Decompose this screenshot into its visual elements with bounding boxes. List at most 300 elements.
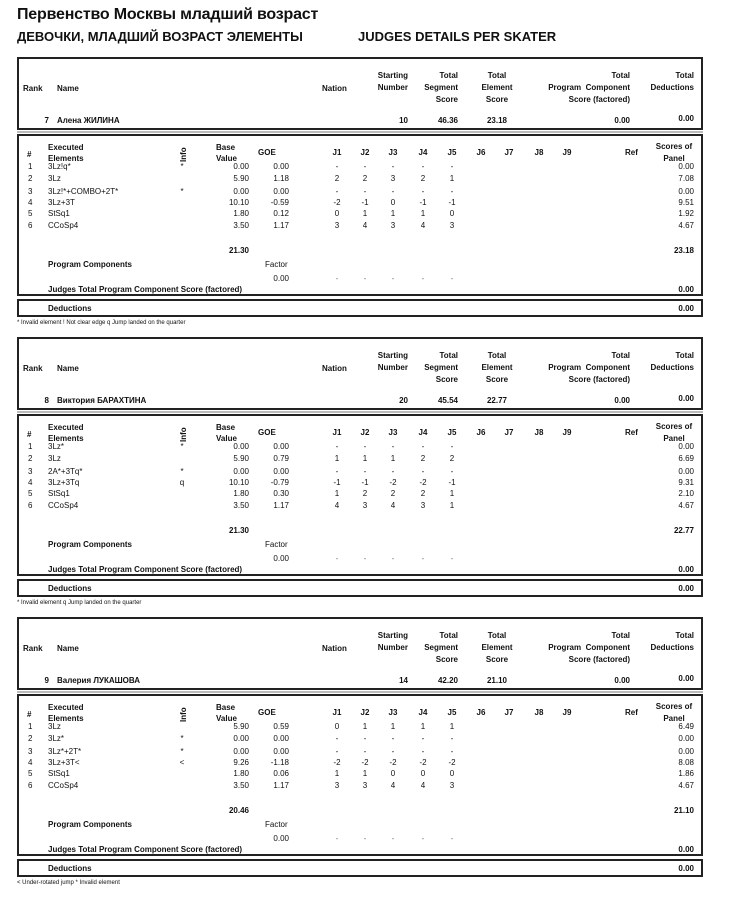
name-header: Name <box>57 364 79 373</box>
executed-elements-header-1: Executed <box>48 423 84 432</box>
element-number: 2 <box>28 454 33 463</box>
segment-score-header-1: Total <box>439 71 458 80</box>
judge-score-j4: -2 <box>419 478 427 487</box>
element-panel-score: 9.51 <box>678 198 694 207</box>
judge-score-j4: - <box>421 734 425 743</box>
name-header: Name <box>57 84 79 93</box>
judge-score-j5: 3 <box>449 781 455 790</box>
judge-header-j5: J5 <box>447 148 457 157</box>
base-value-total: 21.30 <box>228 526 249 535</box>
element-goe: 0.00 <box>273 442 289 451</box>
deductions-label: Deductions <box>48 864 92 873</box>
element-name: StSq1 <box>48 209 70 218</box>
element-info: * <box>180 747 184 756</box>
judge-header-j8: J8 <box>534 428 544 437</box>
element-number: 4 <box>28 198 33 207</box>
segment-score-header-2: Segment <box>424 83 458 92</box>
judge-header-j2: J2 <box>360 148 370 157</box>
separator-line <box>17 411 703 413</box>
element-goe: 0.30 <box>273 489 289 498</box>
judge-header-j3: J3 <box>388 708 398 717</box>
nation-header: Nation <box>322 644 347 653</box>
skater-starting-number: 20 <box>399 396 408 405</box>
element-info: * <box>180 467 184 476</box>
judge-header-j8: J8 <box>534 148 544 157</box>
pc-judge-score-j3: - <box>391 834 395 843</box>
judge-score-j2: -1 <box>361 478 369 487</box>
element-base-value: 0.00 <box>233 467 249 476</box>
judges-total-pcs-value: 0.00 <box>678 565 694 574</box>
starting-number-header-2: Number <box>377 643 408 652</box>
judge-score-j1: 0 <box>334 209 340 218</box>
judge-score-j4: 1 <box>420 209 426 218</box>
element-base-value: 5.90 <box>233 722 249 731</box>
judge-score-j2: -1 <box>361 198 369 207</box>
starting-number-header-2: Number <box>377 363 408 372</box>
element-goe: 0.00 <box>273 162 289 171</box>
element-name: CCoSp4 <box>48 221 79 230</box>
deductions-label: Deductions <box>48 304 92 313</box>
judge-score-j4: 2 <box>420 489 426 498</box>
judge-header-j1: J1 <box>332 708 342 717</box>
ref-header: Ref <box>625 428 638 437</box>
judge-score-j3: -2 <box>389 758 397 767</box>
judge-score-j1: 3 <box>334 781 340 790</box>
judge-score-j3: 0 <box>390 769 396 778</box>
element-number: 1 <box>28 162 33 171</box>
base-value-header-1: Base <box>216 703 236 712</box>
judge-header-j5: J5 <box>447 708 457 717</box>
element-name: 3Lz <box>48 174 61 183</box>
starting-number-header-1: Starting <box>377 71 408 80</box>
executed-elements-header-1: Executed <box>48 703 84 712</box>
judge-score-j1: - <box>335 467 339 476</box>
pcs-header-3: Score (factored) <box>568 375 630 384</box>
judge-score-j2: -2 <box>361 758 369 767</box>
element-goe: -0.59 <box>270 198 289 207</box>
pc-factor-value: 0.00 <box>273 274 289 283</box>
skater-total-deductions: 0.00 <box>678 394 694 403</box>
executed-elements-header-1: Executed <box>48 143 84 152</box>
judge-score-j2: - <box>363 442 367 451</box>
scores-of-panel-header-1: Scores of <box>655 142 693 151</box>
factor-label: Factor <box>265 260 288 269</box>
element-panel-score: 6.49 <box>678 722 694 731</box>
judges-total-pcs-label: Judges Total Program Component Score (factored) <box>48 845 243 854</box>
element-name: 3Lz <box>48 722 61 731</box>
judge-score-j3: - <box>391 747 395 756</box>
element-panel-score: 0.00 <box>678 442 694 451</box>
judge-score-j3: - <box>391 162 395 171</box>
segment-score-header-2: Segment <box>424 643 458 652</box>
element-info: * <box>180 442 184 451</box>
element-name: 3Lz <box>48 454 61 463</box>
judge-score-j2: 1 <box>362 769 368 778</box>
executed-elements-header-2: Elements <box>48 714 84 723</box>
judge-header-j2: J2 <box>360 708 370 717</box>
deductions-value: 0.00 <box>678 864 694 873</box>
judge-score-j2: 2 <box>362 489 368 498</box>
separator-line <box>17 691 703 693</box>
judges-total-pcs-label: Judges Total Program Component Score (factored) <box>48 565 243 574</box>
panel-score-total: 21.10 <box>673 806 694 815</box>
element-panel-score: 6.69 <box>678 454 694 463</box>
factor-label: Factor <box>265 820 288 829</box>
judge-score-j1: 4 <box>334 501 340 510</box>
element-goe: 0.00 <box>273 467 289 476</box>
element-name: 3Lz* <box>48 734 65 743</box>
judge-score-j5: - <box>450 734 454 743</box>
element-name: 3Lz!q* <box>48 162 71 171</box>
name-header: Name <box>57 644 79 653</box>
skater-total-segment-score: 45.54 <box>437 396 458 405</box>
element-score-header-1: Total <box>487 631 507 640</box>
pc-judge-score-j1: - <box>335 554 339 563</box>
segment-score-header-3: Score <box>435 655 458 664</box>
goe-header: GOE <box>258 148 276 157</box>
pc-judge-score-j5: - <box>450 554 454 563</box>
pc-judge-score-j4: - <box>421 834 425 843</box>
element-base-value: 9.26 <box>233 758 249 767</box>
judge-score-j1: -1 <box>333 478 341 487</box>
element-goe: 0.00 <box>273 187 289 196</box>
deductions-header-2: Deductions <box>650 643 694 652</box>
element-base-value: 5.90 <box>233 174 249 183</box>
starting-number-header-1: Starting <box>377 631 408 640</box>
judge-score-j2: - <box>363 747 367 756</box>
element-goe: 0.12 <box>273 209 289 218</box>
goe-header: GOE <box>258 428 276 437</box>
element-number: 3 <box>28 187 33 196</box>
judge-header-j6: J6 <box>476 428 486 437</box>
judge-score-j2: 1 <box>362 209 368 218</box>
skater-total-segment-score: 42.20 <box>437 676 458 685</box>
nation-header: Nation <box>322 364 347 373</box>
element-goe: 1.17 <box>273 501 289 510</box>
elements-box <box>17 134 703 296</box>
element-goe: 1.18 <box>273 174 289 183</box>
judge-score-j1: 1 <box>334 769 340 778</box>
program-components-label: Program Components <box>48 540 133 549</box>
element-panel-score: 8.08 <box>678 758 694 767</box>
pcs-header-1: Total <box>611 351 630 360</box>
judge-score-j3: - <box>391 734 395 743</box>
pc-factor-value: 0.00 <box>273 554 289 563</box>
competition-title: Первенство Москвы младший возраст <box>17 6 319 23</box>
element-name: 3Lz+3Tq <box>48 478 80 487</box>
element-panel-score: 0.00 <box>678 187 694 196</box>
element-number: 6 <box>28 221 33 230</box>
element-base-value: 3.50 <box>233 221 249 230</box>
judge-score-j4: 1 <box>420 722 426 731</box>
legend-note: < Under-rotated jump * Invalid element <box>17 880 120 886</box>
element-number: 5 <box>28 489 33 498</box>
element-number: 5 <box>28 209 33 218</box>
panel-score-total: 22.77 <box>673 526 694 535</box>
scores-of-panel-header-2: Panel <box>663 154 685 163</box>
skater-total-pcs: 0.00 <box>614 116 630 125</box>
judge-score-j2: - <box>363 187 367 196</box>
judge-header-j9: J9 <box>562 428 572 437</box>
element-panel-score: 1.92 <box>678 209 694 218</box>
pcs-header-1: Total <box>611 631 630 640</box>
executed-elements-header-2: Elements <box>48 434 84 443</box>
judge-header-j4: J4 <box>418 148 428 157</box>
judge-score-j5: 3 <box>449 221 455 230</box>
element-base-value: 5.90 <box>233 454 249 463</box>
skater-summary-box <box>17 337 703 410</box>
element-base-value: 3.50 <box>233 781 249 790</box>
element-base-value: 0.00 <box>233 747 249 756</box>
element-panel-score: 9.31 <box>678 478 694 487</box>
judge-score-j3: -2 <box>389 478 397 487</box>
element-base-value: 3.50 <box>233 501 249 510</box>
deductions-value: 0.00 <box>678 304 694 313</box>
info-header: Info <box>179 707 188 722</box>
judge-score-j4: 2 <box>420 174 426 183</box>
judge-header-j2: J2 <box>360 428 370 437</box>
segment-score-header-3: Score <box>435 375 458 384</box>
pcs-header-2: Program Component <box>548 363 630 372</box>
element-score-header-3: Score <box>485 95 509 104</box>
pcs-header-3: Score (factored) <box>568 655 630 664</box>
deductions-box <box>17 579 703 597</box>
factor-label: Factor <box>265 540 288 549</box>
judge-score-j4: - <box>421 442 425 451</box>
skater-total-element-score: 21.10 <box>486 676 508 685</box>
judge-score-j2: 2 <box>362 174 368 183</box>
judge-score-j4: - <box>421 467 425 476</box>
judge-score-j1: 3 <box>334 221 340 230</box>
element-score-header-2: Element <box>481 363 513 372</box>
judge-score-j3: 0 <box>390 198 396 207</box>
info-header: Info <box>179 427 188 442</box>
segment-score-header-1: Total <box>439 631 458 640</box>
skater-starting-number: 10 <box>399 116 408 125</box>
deductions-label: Deductions <box>48 584 92 593</box>
pc-judge-score-j2: - <box>363 834 367 843</box>
judge-header-j4: J4 <box>418 708 428 717</box>
element-number: 4 <box>28 758 33 767</box>
judge-score-j1: 2 <box>334 174 340 183</box>
element-number: 4 <box>28 478 33 487</box>
starting-number-header-2: Number <box>377 83 408 92</box>
judge-score-j5: - <box>450 162 454 171</box>
element-goe: 0.00 <box>273 747 289 756</box>
skater-total-element-score: 23.18 <box>486 116 508 125</box>
segment-score-header-1: Total <box>439 351 458 360</box>
category-title: ДЕВОЧКИ, МЛАДШИЙ ВОЗРАСТ ЭЛЕМЕНТЫ <box>17 29 303 44</box>
element-panel-score: 4.67 <box>678 501 694 510</box>
element-base-value: 1.80 <box>233 489 249 498</box>
element-name: StSq1 <box>48 489 70 498</box>
judge-score-j1: -2 <box>333 198 341 207</box>
judge-score-j3: - <box>391 442 395 451</box>
element-goe: 0.59 <box>273 722 289 731</box>
element-number: 1 <box>28 442 33 451</box>
scores-of-panel-header-2: Panel <box>663 714 685 723</box>
pc-judge-score-j3: - <box>391 554 395 563</box>
num-header: # <box>27 710 32 719</box>
judge-score-j3: 3 <box>390 174 396 183</box>
judge-header-j7: J7 <box>504 148 514 157</box>
element-base-value: 1.80 <box>233 769 249 778</box>
judge-header-j9: J9 <box>562 708 572 717</box>
scores-of-panel-header-1: Scores of <box>655 422 693 431</box>
element-name: 3Lz!*+COMBO+2T* <box>48 187 119 196</box>
element-score-header-2: Element <box>481 83 513 92</box>
deductions-box <box>17 859 703 877</box>
element-base-value: 10.10 <box>228 478 249 487</box>
judge-score-j1: 1 <box>334 489 340 498</box>
pc-judge-score-j3: - <box>391 274 395 283</box>
judge-header-j9: J9 <box>562 148 572 157</box>
pc-judge-score-j1: - <box>335 274 339 283</box>
element-base-value: 0.00 <box>233 187 249 196</box>
judge-header-j8: J8 <box>534 708 544 717</box>
judge-header-j3: J3 <box>388 428 398 437</box>
judges-total-pcs-value: 0.00 <box>678 845 694 854</box>
rank-header: Rank <box>23 364 43 373</box>
skater-summary-box <box>17 57 703 130</box>
element-number: 3 <box>28 747 33 756</box>
element-name: 3Lz*+2T* <box>48 747 82 756</box>
element-base-value: 1.80 <box>233 209 249 218</box>
executed-elements-header-2: Elements <box>48 154 84 163</box>
element-name: 2A*+3Tq* <box>48 467 83 476</box>
element-score-header-1: Total <box>487 351 507 360</box>
judge-score-j4: 4 <box>420 781 426 790</box>
ref-header: Ref <box>625 148 638 157</box>
skater-name: Валерия ЛУКАШОВА <box>57 676 141 685</box>
goe-header: GOE <box>258 708 276 717</box>
judge-score-j1: - <box>335 187 339 196</box>
element-panel-score: 0.00 <box>678 162 694 171</box>
element-number: 1 <box>28 722 33 731</box>
deductions-box <box>17 299 703 317</box>
program-components-label: Program Components <box>48 260 133 269</box>
num-header: # <box>27 150 32 159</box>
skater-rank: 8 <box>44 396 49 405</box>
pc-judge-score-j5: - <box>450 834 454 843</box>
judge-score-j4: - <box>421 187 425 196</box>
element-panel-score: 2.10 <box>678 489 694 498</box>
pc-judge-score-j2: - <box>363 274 367 283</box>
judge-score-j1: - <box>335 162 339 171</box>
skater-rank: 7 <box>44 116 49 125</box>
pc-judge-score-j1: - <box>335 834 339 843</box>
skater-rank: 9 <box>44 676 49 685</box>
element-score-header-3: Score <box>485 655 509 664</box>
separator-line <box>17 131 703 133</box>
element-name: CCoSp4 <box>48 501 79 510</box>
element-goe: -0.79 <box>270 478 289 487</box>
nation-header: Nation <box>322 84 347 93</box>
judge-score-j4: 0 <box>420 769 426 778</box>
skater-name: Алена ЖИЛИНА <box>57 116 120 125</box>
judge-score-j3: - <box>391 467 395 476</box>
judge-score-j5: - <box>450 187 454 196</box>
program-components-label: Program Components <box>48 820 133 829</box>
judge-header-j7: J7 <box>504 708 514 717</box>
element-number: 2 <box>28 174 33 183</box>
judge-score-j5: 0 <box>449 769 455 778</box>
element-goe: 1.17 <box>273 221 289 230</box>
rank-header: Rank <box>23 84 43 93</box>
judge-score-j3: 1 <box>390 209 396 218</box>
element-goe: 1.17 <box>273 781 289 790</box>
element-panel-score: 7.08 <box>678 174 694 183</box>
skater-total-pcs: 0.00 <box>614 396 630 405</box>
pcs-header-3: Score (factored) <box>568 95 630 104</box>
judge-score-j4: -2 <box>419 758 427 767</box>
panel-score-total: 23.18 <box>673 246 694 255</box>
element-info: * <box>180 734 184 743</box>
element-name: 3Lz+3T< <box>48 758 80 767</box>
element-number: 6 <box>28 501 33 510</box>
element-number: 6 <box>28 781 33 790</box>
element-number: 3 <box>28 467 33 476</box>
element-info: * <box>180 187 184 196</box>
base-value-header-1: Base <box>216 143 236 152</box>
scores-of-panel-header-1: Scores of <box>655 702 693 711</box>
judge-score-j5: - <box>450 467 454 476</box>
element-number: 2 <box>28 734 33 743</box>
element-panel-score: 1.86 <box>678 769 694 778</box>
element-info: q <box>179 478 185 487</box>
judge-score-j2: 4 <box>362 221 368 230</box>
deductions-header-2: Deductions <box>650 363 694 372</box>
element-score-header-2: Element <box>481 643 513 652</box>
element-name: StSq1 <box>48 769 70 778</box>
rank-header: Rank <box>23 644 43 653</box>
skater-total-segment-score: 46.36 <box>437 116 458 125</box>
skater-total-element-score: 22.77 <box>486 396 508 405</box>
judge-score-j1: 0 <box>334 722 340 731</box>
elements-box <box>17 414 703 576</box>
element-panel-score: 0.00 <box>678 467 694 476</box>
element-info: * <box>180 162 184 171</box>
base-value-header-2: Value <box>216 714 237 723</box>
judge-score-j3: 4 <box>390 781 396 790</box>
element-score-header-3: Score <box>485 375 509 384</box>
judge-score-j5: -2 <box>448 758 456 767</box>
base-value-total: 20.46 <box>228 806 249 815</box>
pc-judge-score-j2: - <box>363 554 367 563</box>
judge-score-j1: 1 <box>334 454 340 463</box>
legend-note: * Invalid element ! Not clear edge q Jump landed on the quarter <box>17 320 186 326</box>
judge-score-j2: 3 <box>362 781 368 790</box>
judge-score-j4: -1 <box>419 198 427 207</box>
element-base-value: 0.00 <box>233 442 249 451</box>
element-number: 5 <box>28 769 33 778</box>
judge-header-j6: J6 <box>476 708 486 717</box>
element-name: 3Lz* <box>48 442 65 451</box>
judge-score-j5: 0 <box>449 209 455 218</box>
judge-score-j1: - <box>335 747 339 756</box>
starting-number-header-1: Starting <box>377 351 408 360</box>
scores-of-panel-header-2: Panel <box>663 434 685 443</box>
pc-judge-score-j4: - <box>421 274 425 283</box>
base-value-total: 21.30 <box>228 246 249 255</box>
elements-box <box>17 694 703 856</box>
skater-total-pcs: 0.00 <box>614 676 630 685</box>
judge-score-j2: 3 <box>362 501 368 510</box>
element-name: CCoSp4 <box>48 781 79 790</box>
element-goe: 0.79 <box>273 454 289 463</box>
pc-judge-score-j4: - <box>421 554 425 563</box>
judge-score-j5: 2 <box>449 454 455 463</box>
